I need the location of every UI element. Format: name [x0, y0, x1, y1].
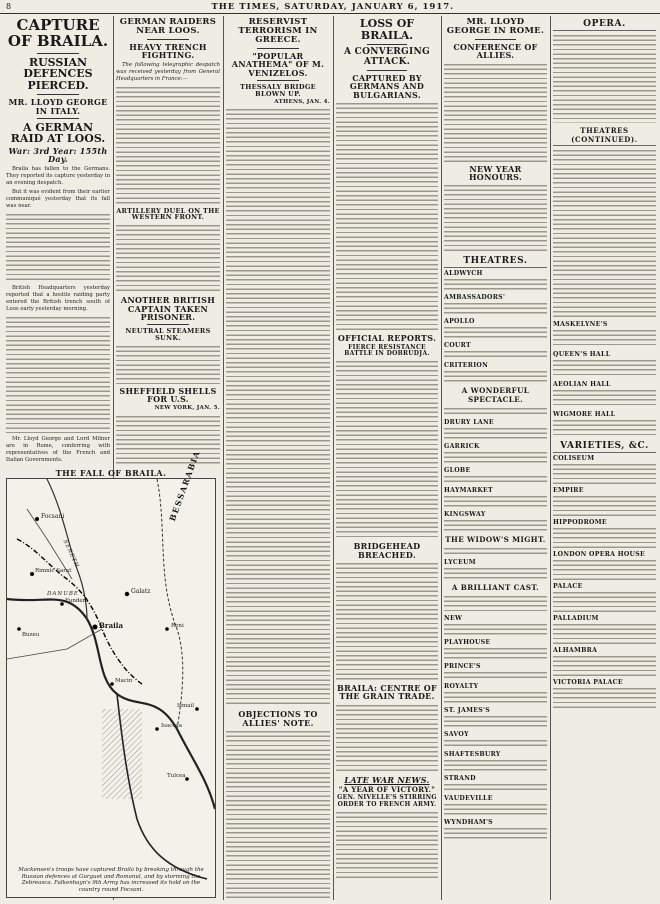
late-war-news: LATE WAR NEWS. [344, 774, 430, 785]
headline-heavy-trench: HEAVY TRENCH FIGHTING. [129, 41, 207, 61]
variety-ad: COLISEUM [553, 455, 595, 462]
headline-captured-by-germans: CAPTURED BY GERMANS AND BULGARIANS. [349, 72, 425, 100]
venue-ad: QUEEN'S HALL [553, 351, 611, 358]
section-theatres: THEATRES. [444, 256, 547, 268]
column-3 [226, 16, 330, 900]
subhead-neutral-steamers: NEUTRAL STEAMERS SUNK. [125, 327, 211, 343]
variety-ad: PALACE [553, 583, 583, 590]
theatre-ad: COURT [444, 342, 471, 350]
column-6 [553, 16, 656, 900]
masthead-title: THE TIMES, SATURDAY, JANUARY 6, 1917. [211, 1, 455, 12]
dateline: NEW YORK, JAN. 5. [154, 404, 220, 411]
variety-ad: HIPPODROME [553, 519, 607, 526]
region-bessarabia: BESSARABIA [167, 448, 203, 523]
article-text: Mr. Lloyd George and Lord Milner are in Rome, conferring with representatives of the French and Italian Governments. [6, 435, 110, 463]
article-text: The following telegraphic despatch was received yesterday from General Headquarters in France:— [116, 61, 220, 82]
map-title: THE FALL OF BRAILA. [55, 468, 167, 478]
theatre-ad: PRINCE'S [444, 663, 481, 671]
article-text: Braila has fallen to the Germans. They reported its capture yesterday in an evening despatch. [6, 165, 110, 186]
variety-ad: LONDON OPERA HOUSE [553, 551, 646, 558]
article-text: But it was evident from their earlier communiqué yesterday that its fall was near. [6, 188, 110, 209]
theatre-ad: VAUDEVILLE [444, 795, 493, 803]
theatre-ad: HAYMARKET [444, 487, 493, 495]
headline-new-year-honours: NEW YEAR HONOURS. [468, 163, 523, 183]
theatre-ad: APOLLO [444, 318, 475, 326]
theatre-ad: ALDWYCH [444, 270, 483, 278]
headline-popular-anathema: "POPULAR ANATHEMA" OF M. VENIZELOS. [231, 50, 325, 78]
theatre-ad: KINGSWAY [444, 511, 486, 519]
variety-ad: ALHAMBRA [553, 647, 598, 654]
place-rimnic-sarat: Rimnic Sarat [35, 568, 72, 574]
map-graphic [7, 479, 215, 897]
place-ismail: Ismail [177, 703, 195, 709]
place-fundeni: Fundeni [65, 598, 88, 604]
variety-ad: VICTORIA PALACE [553, 679, 623, 686]
headline-reservist-terrorism: RESERVIST TERRORISM IN GREECE. [238, 17, 318, 45]
river-danube: DANUBE [47, 591, 79, 597]
place-tulcea: Tulcea [167, 773, 186, 779]
headline-objections-allies-note: OBJECTIONS TO ALLIES' NOTE. [238, 709, 318, 728]
headline-official-reports: OFFICIAL REPORTS. [337, 333, 437, 344]
headline-converging-attack: A CONVERGING ATTACK. [343, 47, 431, 67]
theatre-ad: NEW [444, 615, 463, 623]
theatre-ad: PLAYHOUSE [444, 639, 491, 647]
column-5 [444, 16, 547, 900]
feature-ad: THE WIDOW'S MIGHT. [445, 535, 546, 545]
place-braila: Braila [99, 621, 123, 630]
feature-ad: A BRILLIANT CAST. [451, 583, 540, 593]
theatre-ad: ST. JAMES'S [444, 707, 491, 715]
theatre-ad: STRAND [444, 775, 476, 783]
headline-nivelle-order: GEN. NIVELLE'S STIRRING ORDER TO FRENCH ARMY. [337, 794, 437, 808]
place-galatz: Galatz [131, 588, 151, 595]
column-rule [333, 16, 334, 900]
theatre-ad: SHAFTESBURY [444, 751, 501, 759]
headline-conference-of-allies: CONFERENCE OF ALLIES. [453, 41, 538, 61]
place-reni: Reni [171, 623, 184, 629]
headline-loss-of-braila: LOSS OF BRAILA. [359, 17, 415, 42]
theatre-ad: CRITERION [444, 362, 489, 370]
section-opera: OPERA. [553, 19, 656, 31]
venue-ad: WIGMORE HALL [553, 411, 616, 418]
theatre-ad: GLOBE [444, 467, 471, 475]
place-focsani: Focsani [41, 513, 65, 520]
venue-ad: AEOLIAN HALL [553, 381, 611, 388]
column-4 [336, 16, 438, 900]
section-varieties: VARIETIES, &C. [553, 441, 656, 453]
masthead [0, 0, 660, 14]
headline-capture-of-braila: CAPTURE OF BRAILA. [7, 16, 109, 50]
headline-bridgehead-breached: BRIDGEHEAD BREACHED. [353, 541, 421, 560]
column-1 [6, 16, 110, 464]
headline-russian-defences: RUSSIAN DEFENCES PIERCED. [23, 55, 93, 92]
headline-fierce-resistance: FIERCE RESISTANCE BATTLE IN DOBRUDJA. [344, 343, 430, 357]
map-caption: Mackensen's troops have captured Braila by breaking through the Russian defences at Gurguet and Romanul, and by storming the Zebreasca. Falkenhayn's 9th Army has increased its hold on the country round Focsani. [18, 866, 204, 894]
river-sereth: SERETH [61, 539, 80, 570]
place-macin: Macin [115, 678, 133, 684]
dateline: ATHENS, JAN. 4. [274, 98, 330, 105]
theatre-ad: AMBASSADORS' [444, 294, 506, 302]
headline-german-raid: A GERMAN RAID AT LOOS. [10, 120, 106, 146]
headline-british-captain: ANOTHER BRITISH CAPTAIN TAKEN PRISONER. [120, 295, 216, 323]
headline-lloyd-george-rome: MR. LLOYD GEORGE IN ROME. [446, 17, 545, 36]
column-rule [441, 16, 442, 900]
feature-ad: A WONDERFUL SPECTACLE. [461, 386, 530, 405]
theatre-ad: DRURY LANE [444, 419, 494, 427]
place-buzeu: Buzeu [22, 632, 40, 638]
section-theatres-continued: THEATRES (CONTINUED). [553, 126, 656, 146]
war-day: War: 3rd Year: 155th Day. [8, 146, 108, 165]
headline-braila-grain-trade: BRAILA: CENTRE OF THE GRAIN TRADE. [337, 682, 437, 702]
variety-ad: EMPIRE [553, 487, 584, 494]
headline-sheffield-shells: SHEFFIELD SHELLS FOR U.S. [119, 386, 217, 405]
headline-year-of-victory: "A YEAR OF VICTORY." [338, 785, 436, 795]
article-text: British Headquarters yesterday reported that a hostile raiding party entered the British trench south of Loos early yesterday morning. [6, 284, 110, 312]
theatre-ad: LYCEUM [444, 559, 476, 567]
theatre-ad: WYNDHAM'S [444, 819, 493, 827]
theatre-ad: SAVOY [444, 731, 469, 739]
theatre-ad: GARRICK [444, 443, 480, 451]
theatre-ad: ROYALTY [444, 683, 479, 691]
headline-lloyd-george-italy: MR. LLOYD GEORGE IN ITALY. [8, 97, 108, 116]
page-number: 8 [6, 2, 12, 11]
variety-ad: PALLADIUM [553, 615, 599, 622]
column-rule [223, 16, 224, 900]
headline-thessaly-bridge: THESSALY BRIDGE BLOWN UP. [240, 82, 316, 98]
venue-ad: MASKELYNE'S [553, 321, 608, 328]
column-rule [550, 16, 551, 900]
headline-german-raiders: GERMAN RAIDERS NEAR LOOS. [119, 17, 217, 36]
subhead-artillery-duel: ARTILLERY DUEL ON THE WESTERN FRONT. [116, 206, 220, 222]
place-isaccea: Isaccea [161, 723, 182, 729]
column-2 [116, 16, 220, 464]
